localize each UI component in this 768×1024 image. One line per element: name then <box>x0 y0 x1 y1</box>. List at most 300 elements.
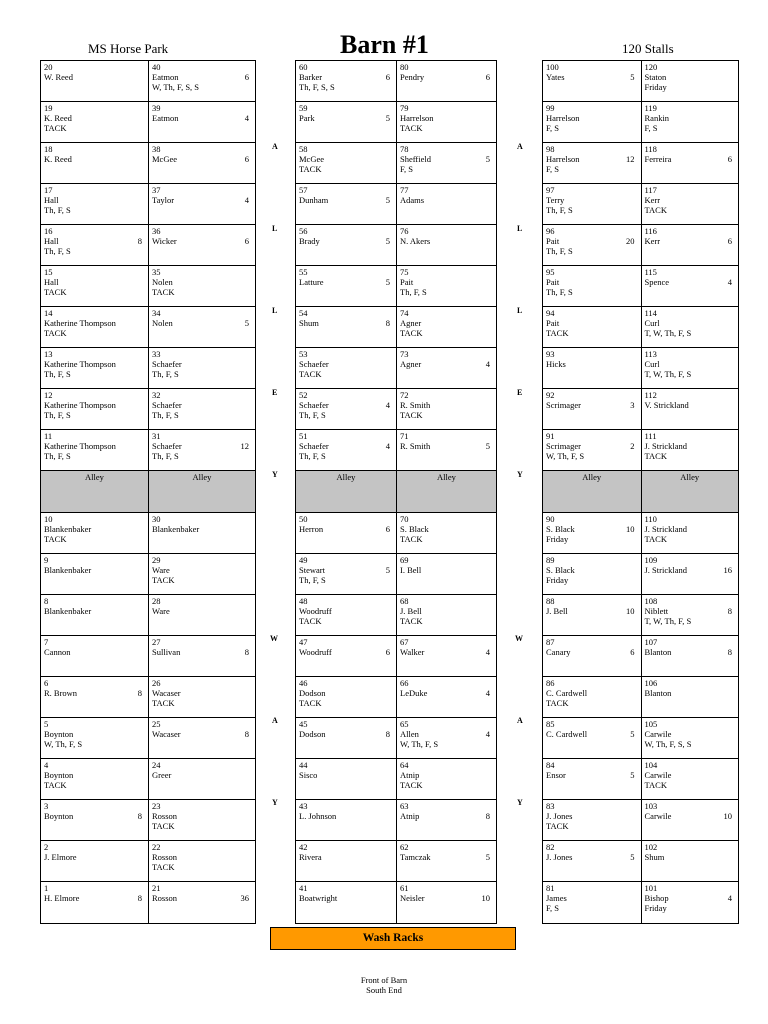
stall-note: TACK <box>152 821 175 831</box>
stall-cell <box>543 430 641 470</box>
occupant-name: Hicks <box>546 359 566 369</box>
occupant-name: Hall <box>44 195 59 205</box>
stall-note: TACK <box>400 410 423 420</box>
stall-row <box>543 882 738 923</box>
occupant-name: J. Elmore <box>44 852 77 862</box>
stall-number: 63 <box>400 801 409 811</box>
stall-count-value: 5 <box>385 565 390 575</box>
stall-note: F, S <box>546 123 560 133</box>
stall-number: 26 <box>152 678 161 688</box>
stall-cell <box>296 61 396 101</box>
stall-note: Th, F, S <box>299 575 326 585</box>
aisle-letter: W <box>515 634 523 643</box>
stall-count-value: 5 <box>485 154 490 164</box>
stall-number: 2 <box>44 842 49 852</box>
stall-count-value: 3 <box>630 400 635 410</box>
stall-number: 57 <box>299 185 308 195</box>
stall-number: 47 <box>299 637 308 647</box>
stall-number: 54 <box>299 308 308 318</box>
stall-row <box>41 554 255 595</box>
stall-number: 23 <box>152 801 161 811</box>
occupant-name: Wacaser <box>152 688 181 698</box>
stall-number: 103 <box>644 801 658 811</box>
aisle-letter: L <box>272 224 278 233</box>
stall-note: Friday <box>546 534 569 544</box>
occupant-name: Stewart <box>299 565 325 575</box>
stall-cell <box>396 718 496 758</box>
stall-cell <box>41 225 148 265</box>
stall-number: 99 <box>546 103 555 113</box>
stall-row <box>543 595 738 636</box>
stall-row <box>41 266 255 307</box>
stall-cell <box>543 225 641 265</box>
occupant-name: Woodruff <box>299 606 332 616</box>
occupant-name: Atnip <box>400 811 420 821</box>
stall-note: TACK <box>299 698 322 708</box>
stall-cell <box>296 513 396 553</box>
stall-row <box>296 430 496 471</box>
stall-cell <box>148 102 255 142</box>
occupant-name: Yates <box>546 72 565 82</box>
stall-number: 37 <box>152 185 161 195</box>
stall-number: 20 <box>44 62 53 72</box>
stall-cell <box>296 225 396 265</box>
occupant-name: Carwile <box>644 811 672 821</box>
stall-note: TACK <box>546 698 569 708</box>
stall-note: Th, F, S <box>44 369 71 379</box>
stall-number: 71 <box>400 431 409 441</box>
stall-count-value: 10 <box>626 606 635 616</box>
stall-count-value: 4 <box>485 647 490 657</box>
stall-note: TACK <box>546 821 569 831</box>
stall-cell <box>396 348 496 388</box>
stall-number: 38 <box>152 144 161 154</box>
stall-cell <box>148 800 255 840</box>
stall-row <box>41 143 255 184</box>
stall-row <box>41 841 255 882</box>
stall-row <box>296 225 496 266</box>
stall-count-value: 4 <box>244 113 249 123</box>
occupant-name: Herron <box>299 524 324 534</box>
aisle-letter: A <box>272 716 278 725</box>
stall-number: 56 <box>299 226 308 236</box>
stall-row <box>296 266 496 307</box>
occupant-name: Scrimager <box>546 441 581 451</box>
stall-row <box>41 102 255 143</box>
stall-cell <box>148 595 255 635</box>
stall-number: 81 <box>546 883 555 893</box>
stall-number: 14 <box>44 308 53 318</box>
stall-row <box>296 677 496 718</box>
stall-cell <box>296 348 396 388</box>
stall-cell <box>296 143 396 183</box>
occupant-name: Blanton <box>644 647 672 657</box>
stall-row <box>41 61 255 102</box>
stall-cell <box>148 513 255 553</box>
stall-cell <box>396 677 496 717</box>
occupant-name: Schaefer <box>152 359 182 369</box>
stall-cell <box>543 759 641 799</box>
aisle-letter: L <box>272 306 278 315</box>
stall-number: 107 <box>644 637 658 647</box>
alley-row <box>41 471 255 513</box>
occupant-name: Canary <box>546 647 571 657</box>
stall-number: 79 <box>400 103 409 113</box>
stall-number: 30 <box>152 514 161 524</box>
left-stall-block <box>40 60 256 924</box>
stall-cell <box>543 143 641 183</box>
stall-cell <box>641 554 739 594</box>
occupant-name: Rosson <box>152 852 178 862</box>
occupant-name: Nolen <box>152 277 173 287</box>
stall-note: T, W, Th, F, S <box>644 369 692 379</box>
stall-cell <box>296 677 396 717</box>
stall-number: 16 <box>44 226 53 236</box>
stall-row <box>543 513 738 554</box>
stall-cell <box>148 718 255 758</box>
stall-number: 9 <box>44 555 49 565</box>
stall-number: 18 <box>44 144 53 154</box>
stall-row <box>543 841 738 882</box>
occupant-name: Tamczak <box>400 852 431 862</box>
stall-note: Th, F, S <box>44 410 71 420</box>
occupant-name: Woodruff <box>299 647 332 657</box>
stall-cell <box>148 184 255 224</box>
stall-cell <box>41 677 148 717</box>
stall-cell <box>296 841 396 881</box>
stall-row <box>296 389 496 430</box>
occupant-name: Atnip <box>400 770 420 780</box>
stall-number: 76 <box>400 226 409 236</box>
stall-count-value: 8 <box>244 729 249 739</box>
stall-row <box>543 225 738 266</box>
occupant-name: James <box>546 893 567 903</box>
stall-number: 5 <box>44 719 49 729</box>
stall-cell <box>396 636 496 676</box>
stall-number: 117 <box>644 185 657 195</box>
stall-row <box>543 718 738 759</box>
occupant-name: Boatwright <box>299 893 338 903</box>
occupant-name: Harrelson <box>400 113 434 123</box>
stall-number: 53 <box>299 349 308 359</box>
stall-count-value: 12 <box>240 441 249 451</box>
stall-number: 17 <box>44 185 53 195</box>
stall-count-value: 4 <box>385 441 390 451</box>
occupant-name: Greer <box>152 770 172 780</box>
stall-count-value: 36 <box>240 893 249 903</box>
stall-number: 1 <box>44 883 49 893</box>
stall-note: TACK <box>644 534 667 544</box>
venue-name: MS Horse Park <box>88 41 169 56</box>
stall-number: 83 <box>546 801 555 811</box>
stall-note: TACK <box>44 328 67 338</box>
occupant-name: Katherine Thompson <box>44 318 116 328</box>
stall-cell <box>396 307 496 347</box>
stall-number: 92 <box>546 390 555 400</box>
stall-row <box>296 554 496 595</box>
occupant-name: Rankin <box>644 113 670 123</box>
stall-number: 46 <box>299 678 308 688</box>
stall-count-value: 4 <box>244 195 249 205</box>
occupant-name: Blankenbaker <box>152 524 200 534</box>
stall-cell <box>148 143 255 183</box>
stall-note: TACK <box>44 780 67 790</box>
stall-note: TACK <box>400 328 423 338</box>
stall-number: 74 <box>400 308 409 318</box>
occupant-name: Curl <box>644 359 660 369</box>
occupant-name: Staton <box>644 72 667 82</box>
stall-note: W, Th, F, S, S <box>152 82 200 92</box>
stall-number: 6 <box>44 678 49 688</box>
stall-row <box>296 513 496 554</box>
occupant-name: Shum <box>299 318 319 328</box>
stall-cell <box>641 759 739 799</box>
stall-number: 111 <box>644 431 657 441</box>
stall-number: 50 <box>299 514 308 524</box>
stall-row <box>296 348 496 389</box>
stall-count-value: 6 <box>244 236 249 246</box>
stall-count-value: 5 <box>630 770 635 780</box>
occupant-name: Eatmon <box>152 113 179 123</box>
stall-cell <box>396 102 496 142</box>
aisle-letter: W <box>270 634 278 643</box>
stall-cell <box>641 800 739 840</box>
stall-cell <box>148 348 255 388</box>
occupant-name: Harrelson <box>546 113 580 123</box>
stall-cell <box>641 841 739 881</box>
occupant-name: McGee <box>152 154 178 164</box>
stall-note: Th, F, S <box>546 205 573 215</box>
stall-cell <box>543 636 641 676</box>
stall-row <box>296 61 496 102</box>
stall-number: 119 <box>644 103 657 113</box>
occupant-name: J. Strickland <box>644 441 687 451</box>
stall-note: TACK <box>152 862 175 872</box>
occupant-name: Kerr <box>644 236 661 246</box>
aisle-letter: A <box>517 142 523 151</box>
occupant-name: I. Bell <box>400 565 422 575</box>
occupant-name: Blanton <box>644 688 672 698</box>
stall-number: 34 <box>152 308 161 318</box>
footer-front: Front of Barn <box>360 975 408 985</box>
stall-cell <box>396 389 496 429</box>
occupant-name: Neisler <box>400 893 425 903</box>
stall-number: 48 <box>299 596 308 606</box>
occupant-name: Katherine Thompson <box>44 441 116 451</box>
occupant-name: Pait <box>546 236 560 246</box>
stall-cell <box>641 718 739 758</box>
stall-cell <box>41 882 148 923</box>
stall-count-value: 6 <box>385 647 390 657</box>
stall-cell <box>148 841 255 881</box>
stall-count-value: 4 <box>727 893 732 903</box>
stall-number: 64 <box>400 760 409 770</box>
stall-number: 93 <box>546 349 555 359</box>
stall-count-value: 8 <box>137 236 142 246</box>
stall-cell <box>41 800 148 840</box>
stall-row <box>543 759 738 800</box>
footer-end: South End <box>366 985 402 995</box>
stall-number: 109 <box>644 555 658 565</box>
stall-note: F, S <box>546 164 560 174</box>
stall-count-value: 5 <box>244 318 249 328</box>
stall-row <box>41 348 255 389</box>
stall-number: 25 <box>152 719 161 729</box>
occupant-name: J. Strickland <box>644 565 687 575</box>
stall-note: TACK <box>400 123 423 133</box>
stall-cell <box>543 677 641 717</box>
stall-number: 62 <box>400 842 409 852</box>
occupant-name: Dodson <box>299 729 326 739</box>
stall-cell <box>296 307 396 347</box>
stall-count-value: 5 <box>630 852 635 862</box>
stall-note: T, W, Th, F, S <box>644 328 692 338</box>
stall-cell <box>641 513 739 553</box>
alley-cell: Alley <box>396 471 496 512</box>
stall-cell <box>641 266 739 306</box>
stall-number: 41 <box>299 883 308 893</box>
occupant-name: Hall <box>44 236 59 246</box>
stall-number: 13 <box>44 349 53 359</box>
stall-row <box>296 184 496 225</box>
stall-note: Th, F, S <box>152 410 179 420</box>
stall-note: TACK <box>400 616 423 626</box>
stall-number: 106 <box>644 678 658 688</box>
occupant-name: Ware <box>152 565 170 575</box>
stall-cell <box>543 184 641 224</box>
occupant-name: Eatmon <box>152 72 179 82</box>
stall-number: 65 <box>400 719 409 729</box>
occupant-name: Sheffield <box>400 154 432 164</box>
stall-cell <box>148 389 255 429</box>
occupant-name: Schaefer <box>299 400 329 410</box>
stall-cell <box>543 307 641 347</box>
stall-row <box>543 677 738 718</box>
stall-cell <box>641 143 739 183</box>
stall-row <box>41 595 255 636</box>
stall-number: 3 <box>44 801 49 811</box>
stall-cell <box>41 718 148 758</box>
stall-cell <box>641 882 739 923</box>
stall-cell <box>41 389 148 429</box>
stall-number: 114 <box>644 308 657 318</box>
stall-cell <box>296 554 396 594</box>
stall-number: 87 <box>546 637 555 647</box>
stall-cell <box>641 389 739 429</box>
stall-row <box>41 389 255 430</box>
stall-count-value: 8 <box>137 893 142 903</box>
stall-cell <box>543 266 641 306</box>
stall-number: 51 <box>299 431 308 441</box>
aisle-letter: Y <box>517 470 523 479</box>
stall-row <box>543 389 738 430</box>
stall-number: 77 <box>400 185 409 195</box>
stall-count-value: 5 <box>630 72 635 82</box>
stall-note: W, Th, F, S, S <box>644 739 692 749</box>
occupant-name: S. Black <box>546 524 575 534</box>
alley-cell: Alley <box>148 471 255 512</box>
stall-count-value: 4 <box>485 688 490 698</box>
stall-row <box>543 61 738 102</box>
stall-note: TACK <box>400 534 423 544</box>
alley-cell: Alley <box>641 471 739 512</box>
stall-cell <box>396 759 496 799</box>
aisle-letter: A <box>517 716 523 725</box>
stall-count-value: 6 <box>385 72 390 82</box>
stall-cell <box>543 718 641 758</box>
stall-number: 60 <box>299 62 308 72</box>
stall-note: TACK <box>152 575 175 585</box>
occupant-name: Cannon <box>44 647 71 657</box>
stall-number: 70 <box>400 514 409 524</box>
stall-count-value: 4 <box>385 400 390 410</box>
stall-count-value: 10 <box>626 524 635 534</box>
stall-cell <box>543 882 641 923</box>
stall-cell <box>396 430 496 470</box>
stall-number: 42 <box>299 842 308 852</box>
stall-count-value: 6 <box>385 524 390 534</box>
stall-note: F, S <box>644 123 658 133</box>
stall-count-value: 8 <box>244 647 249 657</box>
occupant-name: Harrelson <box>546 154 580 164</box>
occupant-name: Curl <box>644 318 660 328</box>
stall-cell <box>641 348 739 388</box>
stall-cell <box>148 61 255 101</box>
stall-row <box>41 718 255 759</box>
stall-row <box>543 554 738 595</box>
stall-number: 69 <box>400 555 409 565</box>
stall-number: 15 <box>44 267 53 277</box>
stall-note: Th, F, S, S <box>299 82 335 92</box>
alley-cell: Alley <box>543 471 641 512</box>
stall-count-value: 5 <box>485 441 490 451</box>
occupant-name: L. Johnson <box>299 811 337 821</box>
stall-row <box>296 800 496 841</box>
occupant-name: Ensor <box>546 770 566 780</box>
stall-number: 98 <box>546 144 555 154</box>
stall-number: 110 <box>644 514 657 524</box>
stall-cell <box>543 554 641 594</box>
stall-note: Th, F, S <box>546 246 573 256</box>
occupant-name: K. Reed <box>44 154 72 164</box>
occupant-name: Rivera <box>299 852 322 862</box>
stall-number: 32 <box>152 390 161 400</box>
stall-cell <box>396 554 496 594</box>
stall-row <box>296 841 496 882</box>
occupant-name: Kerr <box>644 195 661 205</box>
stall-cell <box>641 595 739 635</box>
stall-number: 112 <box>644 390 657 400</box>
stall-row <box>543 430 738 471</box>
stall-cell <box>396 225 496 265</box>
occupant-name: N. Akers <box>400 236 431 246</box>
stall-number: 28 <box>152 596 161 606</box>
stall-row <box>543 800 738 841</box>
stall-number: 84 <box>546 760 555 770</box>
occupant-name: J. Bell <box>400 606 422 616</box>
stall-row <box>296 718 496 759</box>
stall-note: W, Th, F, S <box>546 451 585 461</box>
stall-note: Th, F, S <box>299 451 326 461</box>
occupant-name: Park <box>299 113 315 123</box>
occupant-name: Schaefer <box>152 400 182 410</box>
occupant-name: Niblett <box>644 606 669 616</box>
occupant-name: Agner <box>400 318 422 328</box>
stall-number: 29 <box>152 555 161 565</box>
stall-number: 120 <box>644 62 658 72</box>
stall-number: 82 <box>546 842 555 852</box>
stall-cell <box>41 184 148 224</box>
